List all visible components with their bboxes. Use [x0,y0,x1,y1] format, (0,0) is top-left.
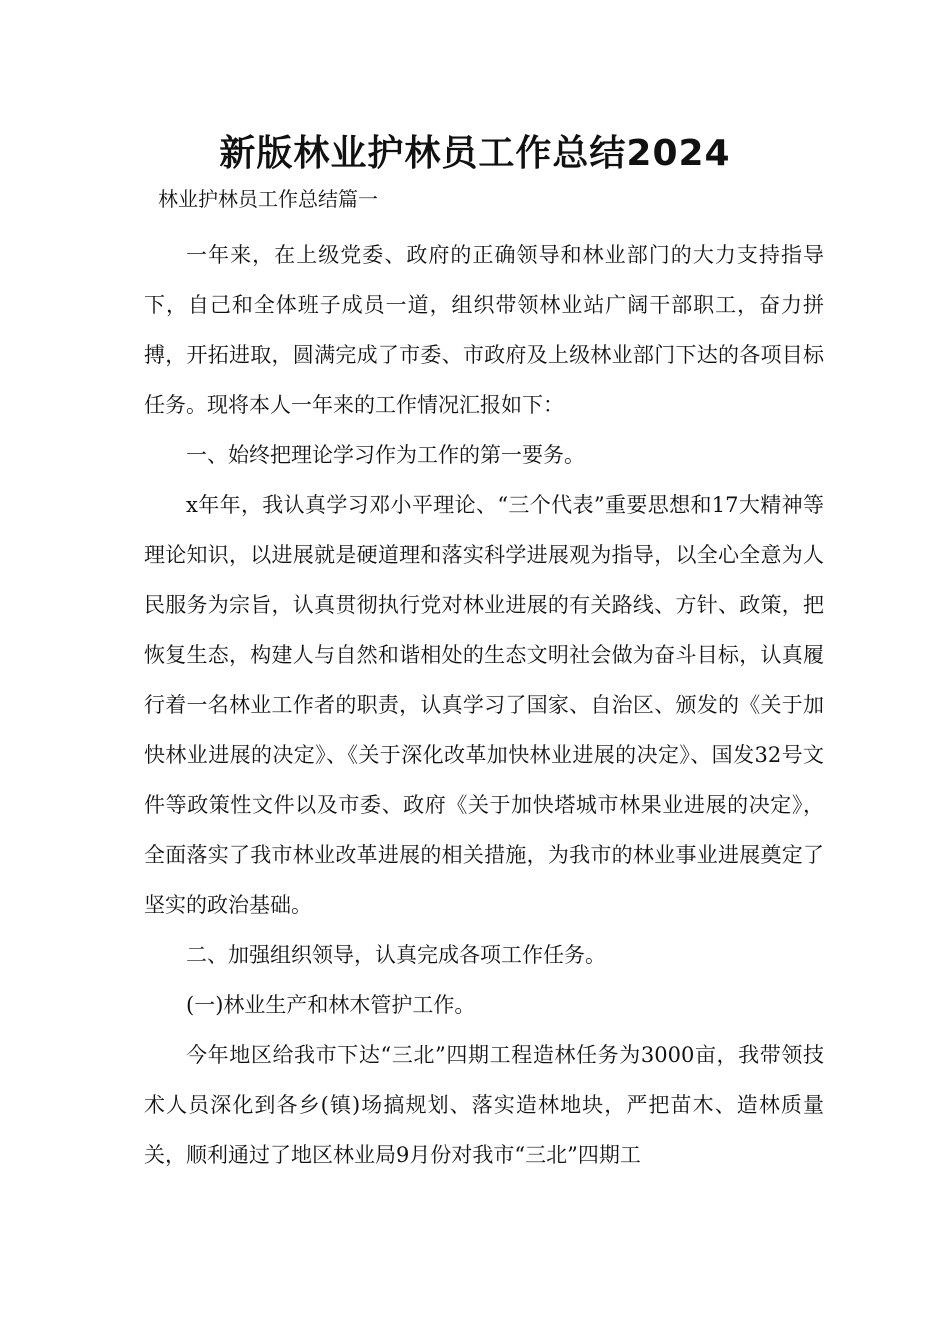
paragraph-heading-1: 一、始终把理论学习作为工作的第一要务。 [186,443,585,467]
section-heading: 林业护林员工作总结篇一 [158,187,378,211]
paragraph-heading-2: 二、加强组织领导，认真完成各项工作任务。 [186,943,606,967]
paragraph-afforestation: 今年地区给我市下达“三北”四期工程造林任务为3000亩，我带领技术人员深化到各乡(镇)场搞规划、落实造林地块，严把苗木、造林质量关，顺利通过了地区林业局9月份对我市“三北”四期工 [144,1043,824,1167]
paragraph-intro: 一年来，在上级党委、政府的正确领导和林业部门的大力支持指导下，自己和全体班子成员一道，组织带领林业站广阔干部职工，奋力拼搏，开拓进取，圆满完成了市委、市政府及上级林业部门下达的各项目标任务。现将本人一年来的工作情况汇报如下： [144,243,824,417]
paragraph-subheading-1: (一)林业生产和林木管护工作。 [186,993,476,1017]
document-title: 新版林业护林员工作总结2024 [219,133,731,174]
paragraph-theory-study: x年年，我认真学习邓小平理论、“三个代表”重要思想和17大精神等理论知识，以进展就是硬道理和落实科学进展观为指导，以全心全意为人民服务为宗旨，认真贯彻执行党对林业进展的有关路线、方针、政策，把恢复生态，构建人与自然和谐相处的生态文明社会做为奋斗目标，认真履行着一名林业工作者的职责，认真学习了国家、自治区、颁发的《关于加快林业进展的决定》、《关于深化改革加快林业进展的决定》、国发32号文件等政策性文件以及市委、政府《关于加快塔城市林果业进展的决定》，全面落实了我市林业改革进展的相关措施，为我市的林业事业进展奠定了坚实的政治基础。 [144,493,824,917]
document-body [144,230,824,1180]
